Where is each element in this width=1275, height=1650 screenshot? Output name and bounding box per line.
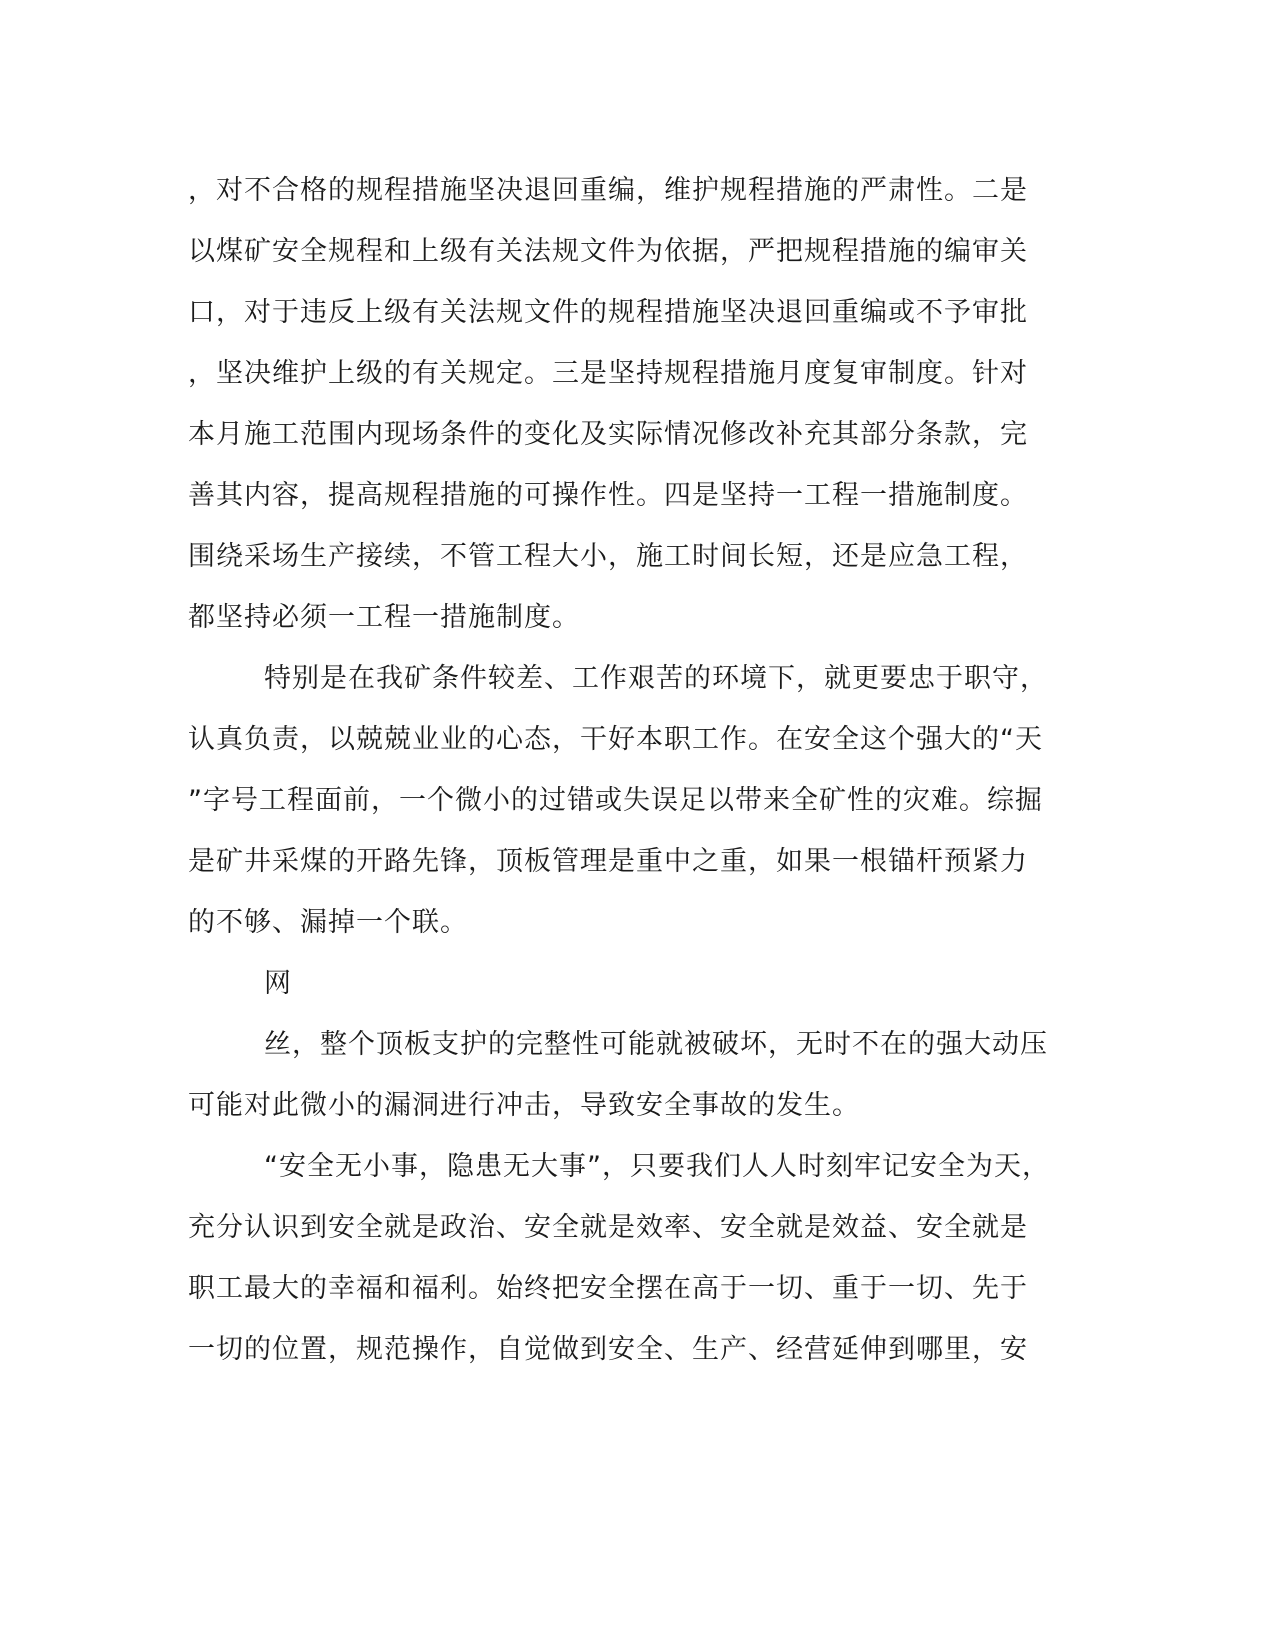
- text-line: 一切的位置，规范操作，自觉做到安全、生产、经营延伸到哪里，安: [188, 1334, 1028, 1365]
- body-text: [188, 160, 1068, 1380]
- paragraph-first-line: “安全无小事，隐患无大事”，只要我们人人时刻牢记安全为天，: [264, 1151, 1050, 1182]
- text-line: 充分认识到安全就是政治、安全就是效率、安全就是效益、安全就是: [188, 1212, 1028, 1243]
- paragraph-first-line: 特别是在我矿条件较差、工作艰苦的环境下，就更要忠于职守，: [264, 663, 1048, 694]
- text-line: 的不够、漏掉一个联。: [188, 907, 468, 938]
- text-line: ，对不合格的规程措施坚决退回重编，维护规程措施的严肃性。二是: [188, 175, 1028, 206]
- text-line: 本月施工范围内现场条件的变化及实际情况修改补充其部分条款，完: [188, 419, 1028, 450]
- text-line: ”字号工程面前，一个微小的过错或失误足以带来全矿性的灾难。综掘: [188, 785, 1043, 816]
- paragraph-first-line: 网: [264, 968, 292, 999]
- text-line: 是矿井采煤的开路先锋，顶板管理是重中之重，如果一根锚杆预紧力: [188, 846, 1028, 877]
- text-line: 职工最大的幸福和福利。始终把安全摆在高于一切、重于一切、先于: [188, 1273, 1028, 1304]
- text-line: ，坚决维护上级的有关规定。三是坚持规程措施月度复审制度。针对: [188, 358, 1028, 389]
- text-line: 善其内容，提高规程措施的可操作性。四是坚持一工程一措施制度。: [188, 480, 1028, 511]
- text-line: 围绕采场生产接续，不管工程大小，施工时间长短，还是应急工程，: [188, 541, 1028, 572]
- text-line: 口，对于违反上级有关法规文件的规程措施坚决退回重编或不予审批: [188, 297, 1028, 328]
- text-line: 可能对此微小的漏洞进行冲击，导致安全事故的发生。: [188, 1090, 860, 1121]
- text-line: 认真负责，以兢兢业业的心态，干好本职工作。在安全这个强大的“天: [188, 724, 1043, 755]
- paragraph-first-line: 丝，整个顶板支护的完整性可能就被破坏，无时不在的强大动压: [264, 1029, 1048, 1060]
- text-line: 以煤矿安全规程和上级有关法规文件为依据，严把规程措施的编审关: [188, 236, 1028, 267]
- text-line: 都坚持必须一工程一措施制度。: [188, 602, 580, 633]
